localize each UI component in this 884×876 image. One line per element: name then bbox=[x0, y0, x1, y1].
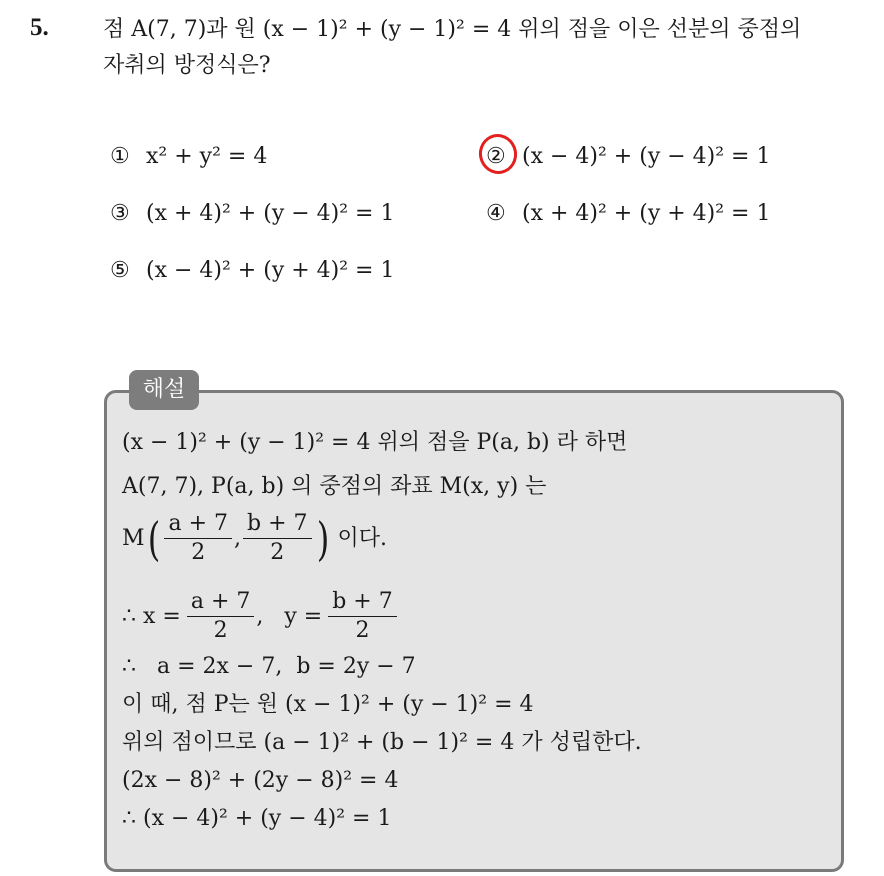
solution-line-2: A(7, 7), P(a, b) 의 중점의 좌표 M(x, y) 는 bbox=[122, 474, 547, 499]
y-equals-label: , y = bbox=[256, 603, 323, 629]
solution-line-9: ∴ (x − 4)² + (y − 4)² = 1 bbox=[122, 806, 392, 831]
choice-3-text: (x + 4)² + (y − 4)² = 1 bbox=[146, 201, 395, 226]
midpoint-label: M bbox=[122, 525, 145, 551]
fraction-x bbox=[187, 588, 255, 645]
solution-line-3 bbox=[122, 510, 387, 567]
choice-2-text: (x − 4)² + (y − 4)² = 1 bbox=[522, 144, 771, 169]
fraction-x-denominator: 2 bbox=[213, 618, 228, 643]
fraction-x-numerator: a + 7 bbox=[190, 589, 251, 614]
solution-line-5: ∴ a = 2x − 7, b = 2y − 7 bbox=[122, 654, 416, 679]
choice-1[interactable] bbox=[110, 142, 267, 172]
question-line-1: 점 A(7, 7)과 원 (x − 1)² + (y − 1)² = 4 위의 점을 이은 선분의 중점의 bbox=[103, 17, 802, 42]
solution-line-6: 이 때, 점 P는 원 (x − 1)² + (y − 1)² = 4 bbox=[122, 692, 534, 717]
question-line-2: 자취의 방정식은? bbox=[103, 53, 271, 78]
solution-line-4 bbox=[122, 588, 399, 645]
question-number: 5. bbox=[30, 14, 49, 41]
choice-3-mark: ③ bbox=[110, 201, 130, 226]
choice-4[interactable] bbox=[486, 199, 770, 229]
choice-4-mark: ④ bbox=[486, 201, 506, 226]
choice-2[interactable] bbox=[486, 142, 770, 172]
line3-suffix: 이다. bbox=[337, 525, 387, 551]
choice-1-mark: ① bbox=[110, 144, 130, 169]
solution-line-1: (x − 1)² + (y − 1)² = 4 위의 점을 P(a, b) 라 하면 bbox=[122, 430, 628, 455]
choice-5[interactable] bbox=[110, 256, 394, 286]
fraction-y bbox=[328, 588, 397, 645]
fraction-b-numerator: b + 7 bbox=[247, 511, 308, 536]
solution-line-8: (2x − 8)² + (2y − 8)² = 4 bbox=[122, 768, 399, 793]
fraction-y-numerator: b + 7 bbox=[332, 589, 393, 614]
question-text bbox=[103, 12, 873, 84]
therefore-x-label: ∴ x = bbox=[122, 603, 181, 629]
solution-tag: 해설 bbox=[129, 370, 199, 410]
fraction-comma: , bbox=[234, 525, 242, 551]
fraction-a-denominator: 2 bbox=[191, 540, 206, 565]
fraction-y-denominator: 2 bbox=[355, 618, 370, 643]
fraction-a bbox=[164, 510, 232, 567]
choice-1-text: x² + y² = 4 bbox=[146, 144, 268, 169]
fraction-b-denominator: 2 bbox=[270, 540, 285, 565]
choice-4-text: (x + 4)² + (y + 4)² = 1 bbox=[522, 201, 771, 226]
right-paren: ) bbox=[316, 511, 329, 566]
choice-5-text: (x − 4)² + (y + 4)² = 1 bbox=[146, 258, 395, 283]
left-paren: ( bbox=[147, 511, 160, 566]
fraction-a-numerator: a + 7 bbox=[168, 511, 229, 536]
solution-line-7: 위의 점이므로 (a − 1)² + (b − 1)² = 4 가 성립한다. bbox=[122, 730, 642, 755]
choice-5-mark: ⑤ bbox=[110, 258, 130, 283]
choice-3[interactable] bbox=[110, 199, 394, 229]
fraction-b bbox=[243, 510, 312, 567]
choice-2-mark: ② bbox=[486, 144, 506, 169]
